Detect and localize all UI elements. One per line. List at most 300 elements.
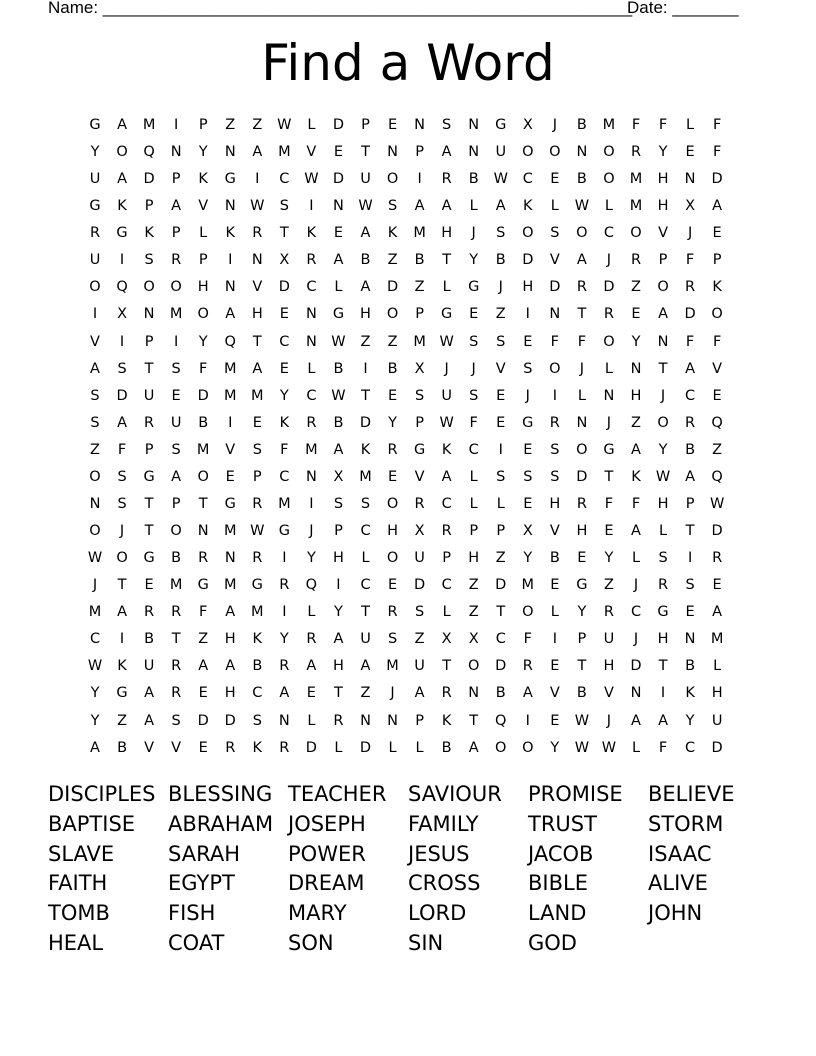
grid-letter[interactable]: P — [469, 523, 479, 540]
grid-letter[interactable]: Q — [224, 333, 236, 350]
grid-letter[interactable]: T — [144, 495, 154, 512]
grid-letter[interactable]: L — [469, 495, 478, 512]
grid-letter[interactable]: M — [251, 387, 264, 404]
grid-letter[interactable]: N — [360, 712, 371, 729]
grid-letter[interactable]: T — [658, 658, 668, 675]
grid-letter[interactable]: W — [358, 198, 373, 215]
grid-letter[interactable]: N — [387, 712, 398, 729]
grid-letter[interactable]: A — [306, 658, 317, 675]
grid-letter[interactable]: H — [441, 225, 453, 242]
grid-letter[interactable]: L — [469, 468, 478, 485]
grid-letter[interactable]: O — [603, 144, 615, 161]
grid-letter[interactable]: E — [712, 577, 722, 594]
grid-letter[interactable]: W — [574, 712, 590, 729]
grid-letter[interactable]: G — [89, 198, 101, 215]
grid-letter[interactable]: L — [415, 739, 424, 756]
grid-letter[interactable]: P — [415, 144, 424, 161]
grid-letter[interactable]: X — [333, 468, 344, 485]
grid-letter[interactable]: P — [252, 468, 262, 485]
grid-letter[interactable]: A — [441, 144, 452, 161]
grid-letter[interactable]: J — [92, 577, 98, 594]
grid-letter[interactable]: A — [117, 171, 127, 188]
grid-letter[interactable]: N — [468, 117, 480, 133]
grid-letter[interactable]: N — [305, 468, 317, 485]
grid-letter[interactable]: R — [252, 495, 263, 512]
grid-letter[interactable]: H — [332, 550, 344, 567]
grid-letter[interactable]: N — [387, 144, 398, 161]
grid-letter[interactable]: Y — [658, 441, 668, 458]
grid-letter[interactable]: Z — [468, 577, 479, 594]
grid-letter[interactable]: W — [331, 387, 346, 404]
grid-letter[interactable]: I — [417, 171, 422, 188]
grid-letter[interactable]: H — [224, 631, 236, 648]
grid-letter[interactable]: T — [577, 658, 587, 675]
grid-letter[interactable]: U — [711, 712, 723, 729]
grid-letter[interactable]: O — [89, 279, 101, 296]
grid-letter[interactable]: V — [712, 360, 723, 377]
grid-letter[interactable]: N — [305, 306, 317, 323]
grid-letter[interactable]: O — [386, 495, 399, 512]
grid-letter[interactable]: L — [686, 117, 695, 133]
grid-letter[interactable]: I — [552, 631, 557, 648]
grid-letter[interactable]: F — [523, 631, 532, 648]
grid-letter[interactable]: K — [712, 279, 722, 296]
grid-letter[interactable]: I — [174, 333, 179, 350]
grid-letter[interactable]: G — [332, 306, 345, 323]
grid-letter[interactable]: X — [414, 523, 425, 540]
grid-letter[interactable]: O — [603, 333, 615, 350]
grid-letter[interactable]: C — [360, 577, 371, 594]
grid-letter[interactable]: P — [415, 712, 424, 729]
grid-letter[interactable]: G — [116, 225, 128, 242]
grid-letter[interactable]: R — [603, 604, 614, 621]
grid-letter[interactable]: F — [685, 333, 695, 350]
grid-letter[interactable]: O — [522, 739, 534, 756]
grid-letter[interactable]: I — [363, 360, 368, 377]
grid-letter[interactable]: C — [468, 441, 479, 458]
grid-letter[interactable]: M — [629, 198, 643, 215]
grid-letter[interactable]: O — [89, 523, 101, 540]
grid-letter[interactable]: D — [549, 279, 561, 296]
grid-letter[interactable]: A — [333, 252, 344, 269]
grid-letter[interactable]: H — [251, 306, 263, 323]
grid-letter[interactable]: T — [685, 523, 695, 540]
grid-letter[interactable]: E — [333, 144, 344, 161]
grid-letter[interactable]: S — [550, 441, 560, 458]
grid-letter[interactable]: R — [387, 604, 398, 621]
grid-letter[interactable]: A — [495, 198, 506, 215]
grid-letter[interactable]: F — [631, 117, 641, 133]
grid-letter[interactable]: O — [197, 306, 209, 323]
grid-letter[interactable]: L — [388, 739, 397, 756]
grid-letter[interactable]: J — [579, 360, 585, 377]
grid-letter[interactable]: F — [469, 414, 478, 431]
grid-letter[interactable]: Y — [604, 550, 614, 567]
grid-letter[interactable]: B — [495, 252, 506, 269]
grid-letter[interactable]: T — [144, 523, 154, 540]
grid-letter[interactable]: S — [360, 495, 371, 512]
grid-letter[interactable]: L — [631, 550, 641, 567]
grid-letter[interactable]: I — [282, 550, 287, 567]
grid-letter[interactable]: W — [493, 171, 508, 188]
grid-letter[interactable]: A — [198, 658, 209, 675]
grid-letter[interactable]: L — [659, 523, 668, 540]
grid-letter[interactable]: R — [306, 414, 317, 431]
grid-letter[interactable]: Z — [360, 685, 371, 702]
grid-letter[interactable]: U — [414, 658, 425, 675]
grid-letter[interactable]: T — [442, 658, 452, 675]
grid-letter[interactable]: D — [278, 279, 290, 296]
grid-letter[interactable]: K — [279, 414, 290, 431]
grid-letter[interactable]: Y — [523, 550, 533, 567]
grid-letter[interactable]: N — [278, 712, 290, 729]
grid-letter[interactable]: S — [171, 360, 181, 377]
grid-letter[interactable]: N — [603, 387, 615, 404]
grid-letter[interactable]: F — [117, 441, 127, 458]
grid-letter[interactable]: V — [225, 441, 236, 458]
grid-letter[interactable]: W — [250, 523, 265, 540]
grid-letter[interactable]: P — [496, 523, 506, 540]
grid-letter[interactable]: W — [574, 198, 590, 215]
grid-letter[interactable]: A — [144, 712, 155, 729]
grid-letter[interactable]: E — [550, 577, 560, 594]
grid-letter[interactable]: D — [495, 658, 507, 675]
grid-letter[interactable]: V — [414, 468, 425, 485]
grid-letter[interactable]: U — [495, 144, 507, 161]
grid-letter[interactable]: A — [712, 604, 723, 621]
grid-letter[interactable]: D — [197, 387, 209, 404]
grid-letter[interactable]: U — [143, 658, 155, 675]
grid-letter[interactable]: N — [305, 333, 317, 350]
grid-letter[interactable]: G — [657, 604, 669, 621]
grid-letter[interactable]: N — [630, 685, 642, 702]
grid-letter[interactable]: O — [576, 225, 588, 242]
grid-letter[interactable]: M — [413, 333, 426, 350]
grid-letter[interactable]: S — [523, 360, 533, 377]
grid-letter[interactable]: K — [441, 441, 452, 458]
grid-letter[interactable]: A — [360, 279, 371, 296]
grid-letter[interactable]: R — [576, 279, 587, 296]
grid-letter[interactable]: R — [549, 414, 560, 431]
grid-letter[interactable]: A — [225, 604, 236, 621]
grid-letter[interactable]: U — [603, 631, 615, 648]
grid-letter[interactable]: A — [279, 685, 290, 702]
grid-letter[interactable]: I — [336, 577, 341, 594]
grid-letter[interactable]: D — [359, 414, 372, 431]
grid-letter[interactable]: D — [305, 739, 317, 756]
grid-letter[interactable]: I — [498, 441, 503, 458]
grid-letter[interactable]: S — [496, 333, 506, 350]
grid-letter[interactable]: I — [525, 712, 530, 729]
grid-letter[interactable]: F — [712, 117, 722, 133]
grid-letter[interactable]: S — [550, 468, 560, 485]
grid-letter[interactable]: O — [657, 414, 669, 431]
grid-letter[interactable]: G — [224, 171, 236, 188]
grid-letter[interactable]: C — [89, 631, 101, 648]
grid-letter[interactable]: A — [171, 468, 182, 485]
grid-letter[interactable]: G — [278, 523, 290, 540]
grid-letter[interactable]: E — [279, 360, 289, 377]
grid-letter[interactable]: S — [414, 604, 425, 621]
grid-letter[interactable]: E — [631, 306, 641, 323]
grid-letter[interactable]: Z — [631, 279, 641, 296]
grid-letter[interactable]: P — [334, 523, 343, 540]
grid-letter[interactable]: B — [576, 685, 587, 702]
grid-letter[interactable]: B — [576, 117, 587, 133]
grid-letter[interactable]: A — [360, 658, 371, 675]
grid-letter[interactable]: W — [655, 468, 671, 485]
grid-letter[interactable]: R — [441, 523, 452, 540]
grid-letter[interactable]: H — [711, 685, 723, 702]
grid-letter[interactable]: J — [606, 414, 612, 431]
grid-letter[interactable]: Y — [550, 739, 560, 756]
grid-letter[interactable]: I — [228, 252, 233, 269]
grid-letter[interactable]: U — [89, 252, 101, 269]
grid-letter[interactable]: Y — [279, 387, 289, 404]
grid-letter[interactable]: A — [631, 441, 641, 458]
grid-letter[interactable]: A — [90, 739, 100, 756]
grid-letter[interactable]: N — [251, 252, 263, 269]
grid-letter[interactable]: L — [307, 360, 316, 377]
grid-letter[interactable]: B — [360, 252, 371, 269]
grid-letter[interactable]: H — [522, 279, 534, 296]
grid-letter[interactable]: Q — [711, 414, 723, 431]
grid-letter[interactable]: J — [633, 631, 639, 648]
grid-letter[interactable]: J — [633, 577, 639, 594]
grid-letter[interactable]: I — [309, 495, 314, 512]
grid-letter[interactable]: S — [90, 414, 100, 431]
grid-letter[interactable]: L — [307, 117, 316, 133]
grid-letter[interactable]: M — [278, 495, 291, 512]
grid-letter[interactable]: R — [685, 414, 696, 431]
grid-letter[interactable]: W — [439, 414, 454, 431]
grid-letter[interactable]: M — [305, 441, 318, 458]
grid-letter[interactable]: N — [684, 631, 696, 648]
grid-letter[interactable]: E — [306, 685, 316, 702]
grid-letter[interactable]: T — [198, 495, 208, 512]
grid-letter[interactable]: J — [552, 117, 557, 133]
grid-letter[interactable]: Z — [631, 414, 641, 431]
grid-letter[interactable]: M — [278, 144, 291, 161]
grid-letter[interactable]: H — [576, 523, 588, 540]
grid-letter[interactable]: M — [223, 387, 237, 404]
grid-letter[interactable]: B — [685, 441, 696, 458]
grid-letter[interactable]: Q — [143, 144, 155, 161]
grid-letter[interactable]: E — [523, 441, 533, 458]
grid-letter[interactable]: N — [576, 414, 588, 431]
grid-letter[interactable]: Z — [468, 604, 479, 621]
grid-letter[interactable]: J — [606, 252, 612, 269]
grid-letter[interactable]: F — [280, 441, 289, 458]
grid-letter[interactable]: D — [224, 712, 236, 729]
grid-letter[interactable]: O — [116, 144, 128, 161]
grid-letter[interactable]: N — [143, 306, 155, 323]
grid-letter[interactable]: J — [119, 523, 125, 540]
grid-letter[interactable]: R — [171, 252, 182, 269]
grid-letter[interactable]: G — [522, 414, 534, 431]
grid-letter[interactable]: E — [712, 225, 722, 242]
grid-letter[interactable]: B — [252, 658, 263, 675]
grid-letter[interactable]: P — [442, 550, 452, 567]
grid-letter[interactable]: H — [630, 387, 642, 404]
grid-letter[interactable]: G — [468, 279, 480, 296]
grid-letter[interactable]: N — [224, 279, 236, 296]
grid-letter[interactable]: Y — [198, 333, 208, 350]
grid-letter[interactable]: E — [144, 577, 154, 594]
grid-letter[interactable]: T — [469, 712, 479, 729]
grid-letter[interactable]: O — [495, 739, 507, 756]
grid-letter[interactable]: Z — [495, 550, 506, 567]
grid-letter[interactable]: P — [415, 414, 424, 431]
grid-letter[interactable]: F — [577, 333, 587, 350]
grid-letter[interactable]: A — [333, 631, 344, 648]
grid-letter[interactable]: E — [387, 577, 398, 594]
grid-letter[interactable]: Z — [360, 333, 371, 350]
grid-letter[interactable]: H — [603, 658, 615, 675]
grid-letter[interactable]: T — [604, 468, 614, 485]
grid-letter[interactable]: S — [171, 712, 181, 729]
grid-letter[interactable]: F — [199, 360, 208, 377]
grid-letter[interactable]: A — [225, 658, 236, 675]
grid-letter[interactable]: G — [413, 441, 426, 458]
grid-letter[interactable]: Z — [387, 252, 398, 269]
grid-letter[interactable]: P — [198, 117, 208, 133]
grid-letter[interactable]: I — [174, 117, 179, 133]
grid-letter[interactable]: W — [709, 495, 725, 512]
grid-letter[interactable]: E — [685, 604, 695, 621]
grid-letter[interactable]: B — [171, 550, 182, 567]
grid-letter[interactable]: B — [414, 252, 425, 269]
grid-letter[interactable]: E — [523, 495, 533, 512]
grid-letter[interactable]: O — [603, 171, 615, 188]
grid-letter[interactable]: I — [525, 306, 530, 323]
grid-letter[interactable]: M — [196, 441, 210, 458]
grid-letter[interactable]: T — [442, 252, 452, 269]
grid-letter[interactable]: H — [224, 685, 236, 702]
grid-letter[interactable]: M — [169, 306, 183, 323]
grid-letter[interactable]: Y — [334, 604, 343, 621]
grid-letter[interactable]: U — [441, 387, 452, 404]
grid-letter[interactable]: N — [576, 144, 588, 161]
grid-letter[interactable]: M — [359, 468, 372, 485]
grid-letter[interactable]: G — [197, 577, 209, 594]
grid-letter[interactable]: A — [658, 306, 668, 323]
grid-letter[interactable]: E — [604, 523, 614, 540]
grid-letter[interactable]: K — [117, 658, 127, 675]
grid-letter[interactable]: Z — [90, 441, 100, 458]
grid-letter[interactable]: T — [496, 604, 506, 621]
grid-letter[interactable]: P — [144, 441, 154, 458]
grid-letter[interactable]: F — [658, 117, 668, 133]
grid-letter[interactable]: K — [387, 225, 398, 242]
grid-letter[interactable]: R — [685, 279, 696, 296]
grid-letter[interactable]: F — [712, 333, 722, 350]
grid-letter[interactable]: H — [332, 658, 344, 675]
grid-letter[interactable]: Q — [711, 468, 723, 485]
grid-letter[interactable]: T — [144, 360, 154, 377]
grid-letter[interactable]: E — [333, 225, 344, 242]
grid-letter[interactable]: R — [252, 550, 263, 567]
grid-letter[interactable]: R — [144, 414, 155, 431]
grid-letter[interactable]: E — [685, 144, 695, 161]
grid-letter[interactable]: C — [441, 495, 452, 512]
grid-letter[interactable]: C — [495, 631, 506, 648]
grid-letter[interactable]: P — [171, 225, 181, 242]
grid-letter[interactable]: S — [252, 441, 262, 458]
grid-letter[interactable]: R — [522, 658, 533, 675]
grid-letter[interactable]: S — [523, 468, 533, 485]
grid-letter[interactable]: L — [713, 658, 722, 675]
grid-letter[interactable]: S — [496, 225, 506, 242]
grid-letter[interactable]: Z — [414, 279, 425, 296]
grid-letter[interactable]: B — [576, 171, 587, 188]
grid-letter[interactable]: K — [306, 225, 317, 242]
grid-letter[interactable]: O — [386, 550, 399, 567]
grid-letter[interactable]: S — [117, 468, 127, 485]
grid-letter[interactable]: S — [117, 360, 127, 377]
grid-letter[interactable]: A — [117, 604, 127, 621]
grid-letter[interactable]: D — [332, 117, 345, 133]
grid-letter[interactable]: A — [576, 252, 587, 269]
grid-letter[interactable]: J — [525, 387, 530, 404]
grid-letter[interactable]: T — [252, 333, 262, 350]
grid-letter[interactable]: R — [171, 604, 182, 621]
grid-letter[interactable]: L — [550, 198, 559, 215]
grid-letter[interactable]: I — [228, 414, 233, 431]
grid-letter[interactable]: C — [252, 685, 263, 702]
grid-letter[interactable]: X — [414, 360, 425, 377]
grid-letter[interactable]: X — [522, 523, 533, 540]
grid-letter[interactable]: E — [550, 658, 560, 675]
grid-letter[interactable]: S — [333, 495, 344, 512]
grid-letter[interactable]: Z — [495, 306, 506, 323]
grid-letter[interactable]: V — [171, 739, 182, 756]
grid-letter[interactable]: N — [468, 144, 480, 161]
grid-letter[interactable]: L — [604, 360, 613, 377]
grid-letter[interactable]: I — [119, 333, 125, 350]
grid-letter[interactable]: D — [522, 252, 534, 269]
grid-letter[interactable]: E — [577, 550, 587, 567]
grid-letter[interactable]: D — [711, 523, 723, 540]
grid-letter[interactable]: Y — [685, 712, 695, 729]
grid-letter[interactable]: O — [170, 523, 182, 540]
grid-letter[interactable]: W — [601, 739, 617, 756]
grid-letter[interactable]: S — [658, 550, 668, 567]
grid-letter[interactable]: P — [658, 252, 668, 269]
grid-letter[interactable]: R — [603, 306, 614, 323]
grid-letter[interactable]: I — [92, 306, 98, 323]
grid-letter[interactable]: M — [169, 577, 183, 594]
grid-letter[interactable]: K — [360, 441, 371, 458]
grid-letter[interactable]: U — [360, 631, 371, 648]
grid-letter[interactable]: A — [414, 685, 425, 702]
grid-letter[interactable]: L — [307, 712, 316, 729]
grid-letter[interactable]: E — [387, 117, 398, 133]
grid-letter[interactable]: B — [468, 171, 479, 188]
grid-letter[interactable]: X — [522, 117, 533, 133]
grid-letter[interactable]: D — [576, 468, 588, 485]
grid-letter[interactable]: A — [333, 441, 344, 458]
grid-letter[interactable]: K — [252, 631, 263, 648]
grid-letter[interactable]: A — [252, 360, 263, 377]
grid-letter[interactable]: R — [171, 658, 182, 675]
grid-letter[interactable]: D — [143, 171, 155, 188]
grid-letter[interactable]: L — [550, 604, 559, 621]
grid-letter[interactable]: C — [685, 387, 696, 404]
grid-letter[interactable]: L — [442, 604, 451, 621]
grid-letter[interactable]: S — [144, 252, 154, 269]
grid-letter[interactable]: J — [390, 685, 395, 702]
